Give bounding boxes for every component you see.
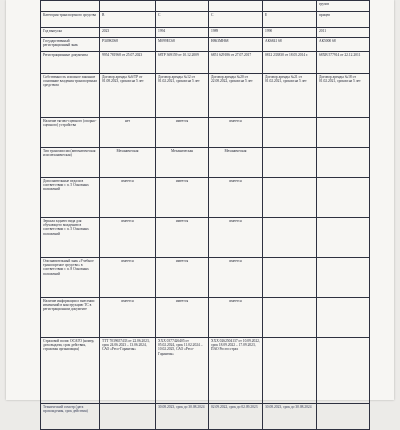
table-row [41,258,370,298]
value-cell: АК6841 68 [263,38,317,52]
value-cell: имеется [100,178,156,218]
table-row [41,38,370,52]
value-cell [317,404,370,430]
vehicle-table [40,0,370,430]
value-cell: 0812 233830 от 18.05.2014 г. [263,52,317,74]
value-cell: М099ЕС68 [156,38,209,52]
value-cell: Механическая [156,148,209,178]
value-cell: имеется [209,258,263,298]
value-cell: Договор аренды №18 от 01.02.2021, сроком на 5 лет [317,74,370,118]
value-cell: B [100,12,156,28]
value-cell [317,298,370,338]
value-cell: имеется [209,218,263,258]
value-cell [317,338,370,404]
table-row [41,28,370,38]
value-cell: 68ХВ 577914 от 22.12.2011 [317,52,370,74]
value-cell: имеется [156,218,209,258]
value-cell [100,404,156,430]
value-cell: Механическая [209,148,263,178]
value-cell: грузов [317,1,370,12]
row-label-cell: Технический осмотр (дата прохождения, срок действия) [41,404,100,430]
row-label-cell: Собственность или иное законное основание владения транспортным средством [41,74,100,118]
table-row [41,298,370,338]
value-cell [263,178,317,218]
value-cell: имеется [156,298,209,338]
value-cell: Договор аренды №12 от 01.02.2021, сроком на 5 лет [156,74,209,118]
table-row [41,52,370,74]
value-cell: имеется [100,258,156,298]
value-cell: прицеп [317,12,370,28]
table-row [41,148,370,178]
row-label-cell: Наличие информации о внесении изменений в конструкцию ТС в регистрационном документе [41,298,100,338]
row-label-cell: Год выпуска [41,28,100,38]
value-cell: Договор аренды №21 от 01.02.2021, сроком на 5 лет [263,74,317,118]
value-cell [263,148,317,178]
value-cell [317,218,370,258]
value-cell: имеется [209,118,263,148]
row-label-cell: Дополнительные педали в соответствии с п. 5 Основных положений [41,178,100,218]
table-row [41,178,370,218]
value-cell [263,338,317,404]
value-cell: 6851 629186 от 27.07.2017 [209,52,263,74]
value-cell [263,218,317,258]
value-cell: имеется [209,298,263,338]
row-label-cell [41,1,100,12]
document-page [6,0,394,414]
value-cell: 1994 [156,28,209,38]
value-cell [317,258,370,298]
value-cell [317,148,370,178]
row-label-cell: Опознавательный знак «Учебное транспортное средство» в соответствии с п. 8 Основных положений [41,258,100,298]
table-row [41,1,370,12]
row-label-cell: Страховой полис ОСАГО (номер, дата выдачи, срок действия, страховая организация) [41,338,100,404]
value-cell: 2023 [100,28,156,38]
value-cell [100,1,156,12]
value-cell: имеется [209,178,263,218]
value-cell: 9954 781968 от 25.07.2023 [100,52,156,74]
value-cell [209,1,263,12]
value-cell: Р349КО68 [100,38,156,52]
row-label-cell: Тип трансмиссии (автоматическая или механическая) [41,148,100,178]
value-cell: имеется [100,298,156,338]
table-row [41,404,370,430]
table-row [41,118,370,148]
value-cell: нет [100,118,156,148]
value-cell: ХХХ 0377426405 от 05.02.2024, срок 11.02.2024 – 10.02.2025, САО «Ресо-Гарантия» [156,338,209,404]
value-cell: Договор аренды №6/ТР от 01.08.2023, сроком на 5 лет [100,74,156,118]
value-cell: Механическая [100,148,156,178]
value-cell: 1989 [209,28,263,38]
row-label-cell: Государственный регистрационный знак [41,38,100,52]
vehicle-table-body [41,1,370,430]
value-cell: E [263,12,317,28]
value-cell: имеется [100,218,156,258]
value-cell [317,118,370,148]
value-cell [263,258,317,298]
value-cell: C [209,12,263,28]
value-cell: 2011 [317,28,370,38]
value-cell: имеется [156,178,209,218]
row-label-cell: Наличие тягово-сцепного (опорно-сцепного) устройства [41,118,100,148]
table-row [41,218,370,258]
table-row [41,12,370,28]
value-cell [263,298,317,338]
value-cell [263,1,317,12]
value-cell [156,1,209,12]
value-cell [317,178,370,218]
value-cell [263,118,317,148]
row-label-cell: Категория транспортного средства [41,12,100,28]
value-cell: C [156,12,209,28]
value-cell: 30.08.2023, срок до 30.08.2024 [263,404,317,430]
value-cell: Н863МН68 [209,38,263,52]
value-cell: имеется [156,258,209,298]
value-cell: ТТТ 7039657433 от 22.06.2023, срок 24.06.2023 – 13.06.2024, САО «Ресо-Гарантия» [100,338,156,404]
value-cell: 02.09.2022, срок до 02.09.2023 [209,404,263,430]
value-cell: 1990 [263,28,317,38]
value-cell: Договор аренды №20 от 22.08.2022, сроком на 5 лет [209,74,263,118]
row-label-cell: Зеркала заднего вида для обучающего вождению в соответствии с п. 5 Основных положений [41,218,100,258]
value-cell: 68ТР 369159 от 10.12.2009 [156,52,209,74]
row-label-cell: Регистрационные документы [41,52,100,74]
value-cell: 30.08.2023, срок до 30.08.2024 [156,404,209,430]
table-row [41,338,370,404]
table-row [41,74,370,118]
value-cell: имеется [156,118,209,148]
value-cell: ХХХ 0262504137 от 10.09.2022, срок 18.09.2022 – 17.09.2023, ПАО Росгосстрах [209,338,263,404]
value-cell: АК5000 68 [317,38,370,52]
